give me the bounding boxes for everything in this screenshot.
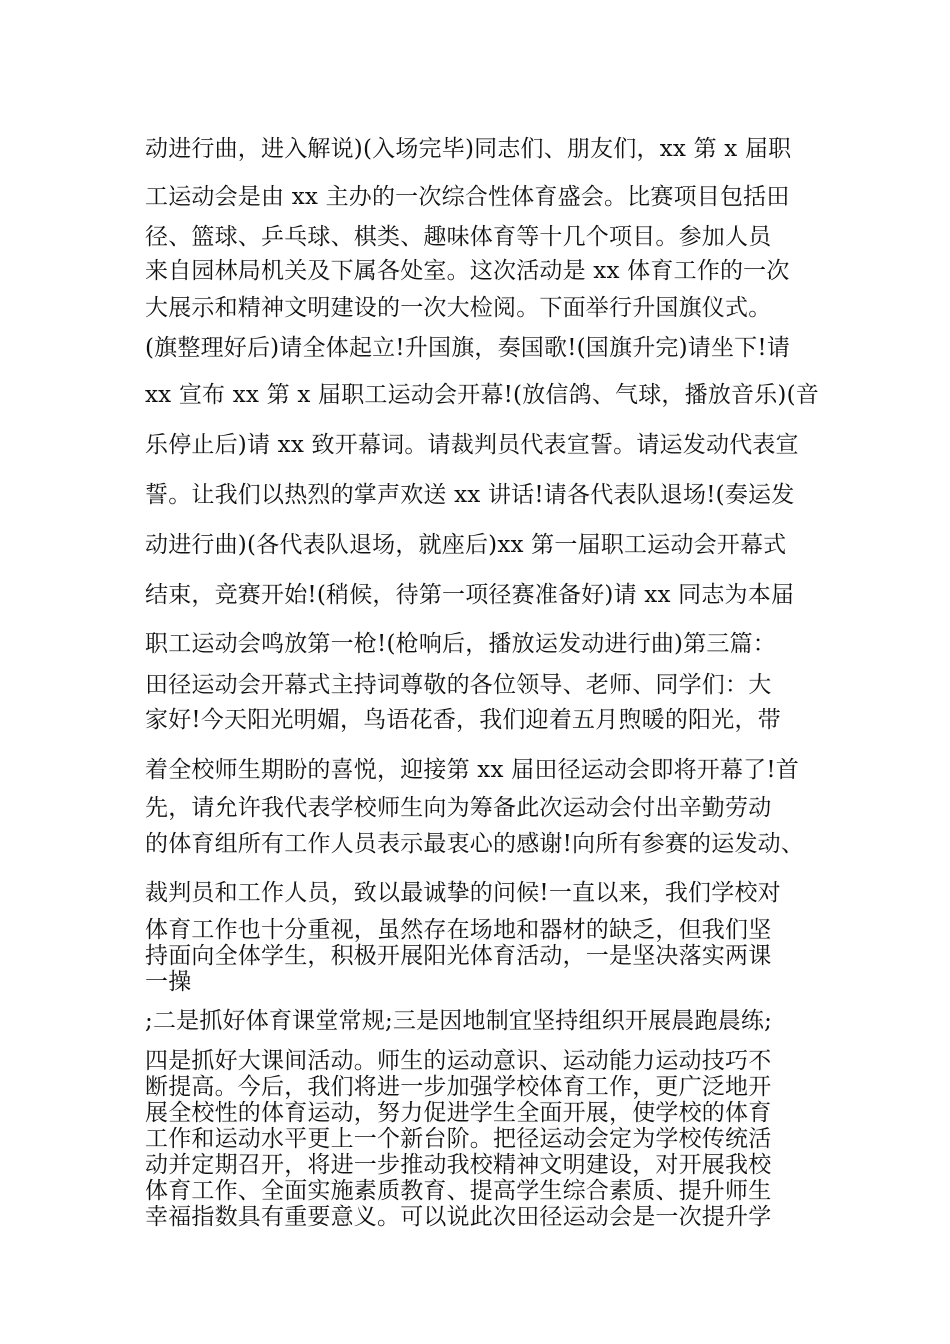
text-line: 持面向全体学生，积极开展阳光体育活动，一是坚决落实两课 (145, 943, 772, 969)
text-line: 动并定期召开，将进一步推动我校精神文明建设，对开展我校 (145, 1152, 772, 1178)
text-line: 乐停止后)请 xx 致开幕词。请裁判员代表宣誓。请运发动代表宣 (145, 432, 799, 458)
text-line: 职工运动会鸣放第一枪!(枪响后，播放运发动进行曲)第三篇： (145, 631, 776, 657)
text-line: 动进行曲，进入解说)(入场完毕)同志们、朋友们，xx 第 x 届职 (145, 136, 792, 162)
text-line: 工作和运动水平更上一个新台阶。把径运动会定为学校传统活 (145, 1126, 772, 1152)
text-line: 幸福指数具有重要意义。可以说此次田径运动会是一次提升学 (145, 1204, 772, 1230)
text-line: 誓。让我们以热烈的掌声欢送 xx 讲话!请各代表队退场!(奏运发 (145, 482, 795, 508)
text-line: 径、篮球、乒乓球、棋类、趣味体育等十几个项目。参加人员 (145, 224, 772, 250)
text-line: 结束，竞赛开始!(稍候，待第一项径赛准备好)请 xx 同志为本届 (145, 582, 795, 608)
text-line: xx 宣布 xx 第 x 届职工运动会开幕!(放信鸽、气球，播放音乐)(音 (145, 382, 819, 408)
text-line: 体育工作、全面实施素质教育、提高学生综合素质、提升师生 (145, 1178, 772, 1204)
text-line: ;二是抓好体育课堂常规;三是因地制宜坚持组织开展晨跑晨练; (145, 1008, 773, 1034)
text-line: 四是抓好大课间活动。师生的运动意识、运动能力运动技巧不 (145, 1048, 772, 1074)
text-line: 断提高。今后，我们将进一步加强学校体育工作，更广泛地开 (145, 1074, 772, 1100)
text-line: 一操 (145, 969, 192, 995)
text-line: 家好!今天阳光明媚，鸟语花香，我们迎着五月煦暖的阳光，带 (145, 707, 781, 733)
text-line: 的体育组所有工作人员表示最衷心的感谢!向所有参赛的运发动、 (145, 831, 805, 857)
text-line: 体育工作也十分重视，虽然存在场地和器材的缺乏，但我们坚 (145, 917, 772, 943)
text-line: 动进行曲)(各代表队退场，就座后)xx 第一届职工运动会开幕式 (145, 532, 787, 558)
text-line: 裁判员和工作人员，致以最诚挚的问候!一直以来，我们学校对 (145, 880, 781, 906)
text-line: 展全校性的体育运动，努力促进学生全面开展，使学校的体育 (145, 1100, 772, 1126)
text-line: 大展示和精神文明建设的一次大检阅。下面举行升国旗仪式。 (145, 295, 772, 321)
text-line: 工运动会是由 xx 主办的一次综合性体育盛会。比赛项目包括田 (145, 184, 790, 210)
text-line: (旗整理好后)请全体起立!升国旗，奏国歌!(国旗升完)请坐下!请 (145, 335, 791, 361)
text-line: 着全校师生期盼的喜悦，迎接第 xx 届田径运动会即将开幕了!首 (145, 757, 800, 783)
text-line: 先，请允许我代表学校师生向为筹备此次运动会付出辛勤劳动 (145, 795, 772, 821)
text-line: 来自园林局机关及下属各处室。这次活动是 xx 体育工作的一次 (145, 258, 790, 284)
text-line: 田径运动会开幕式主持词尊敬的各位领导、老师、同学们：大 (145, 672, 772, 698)
